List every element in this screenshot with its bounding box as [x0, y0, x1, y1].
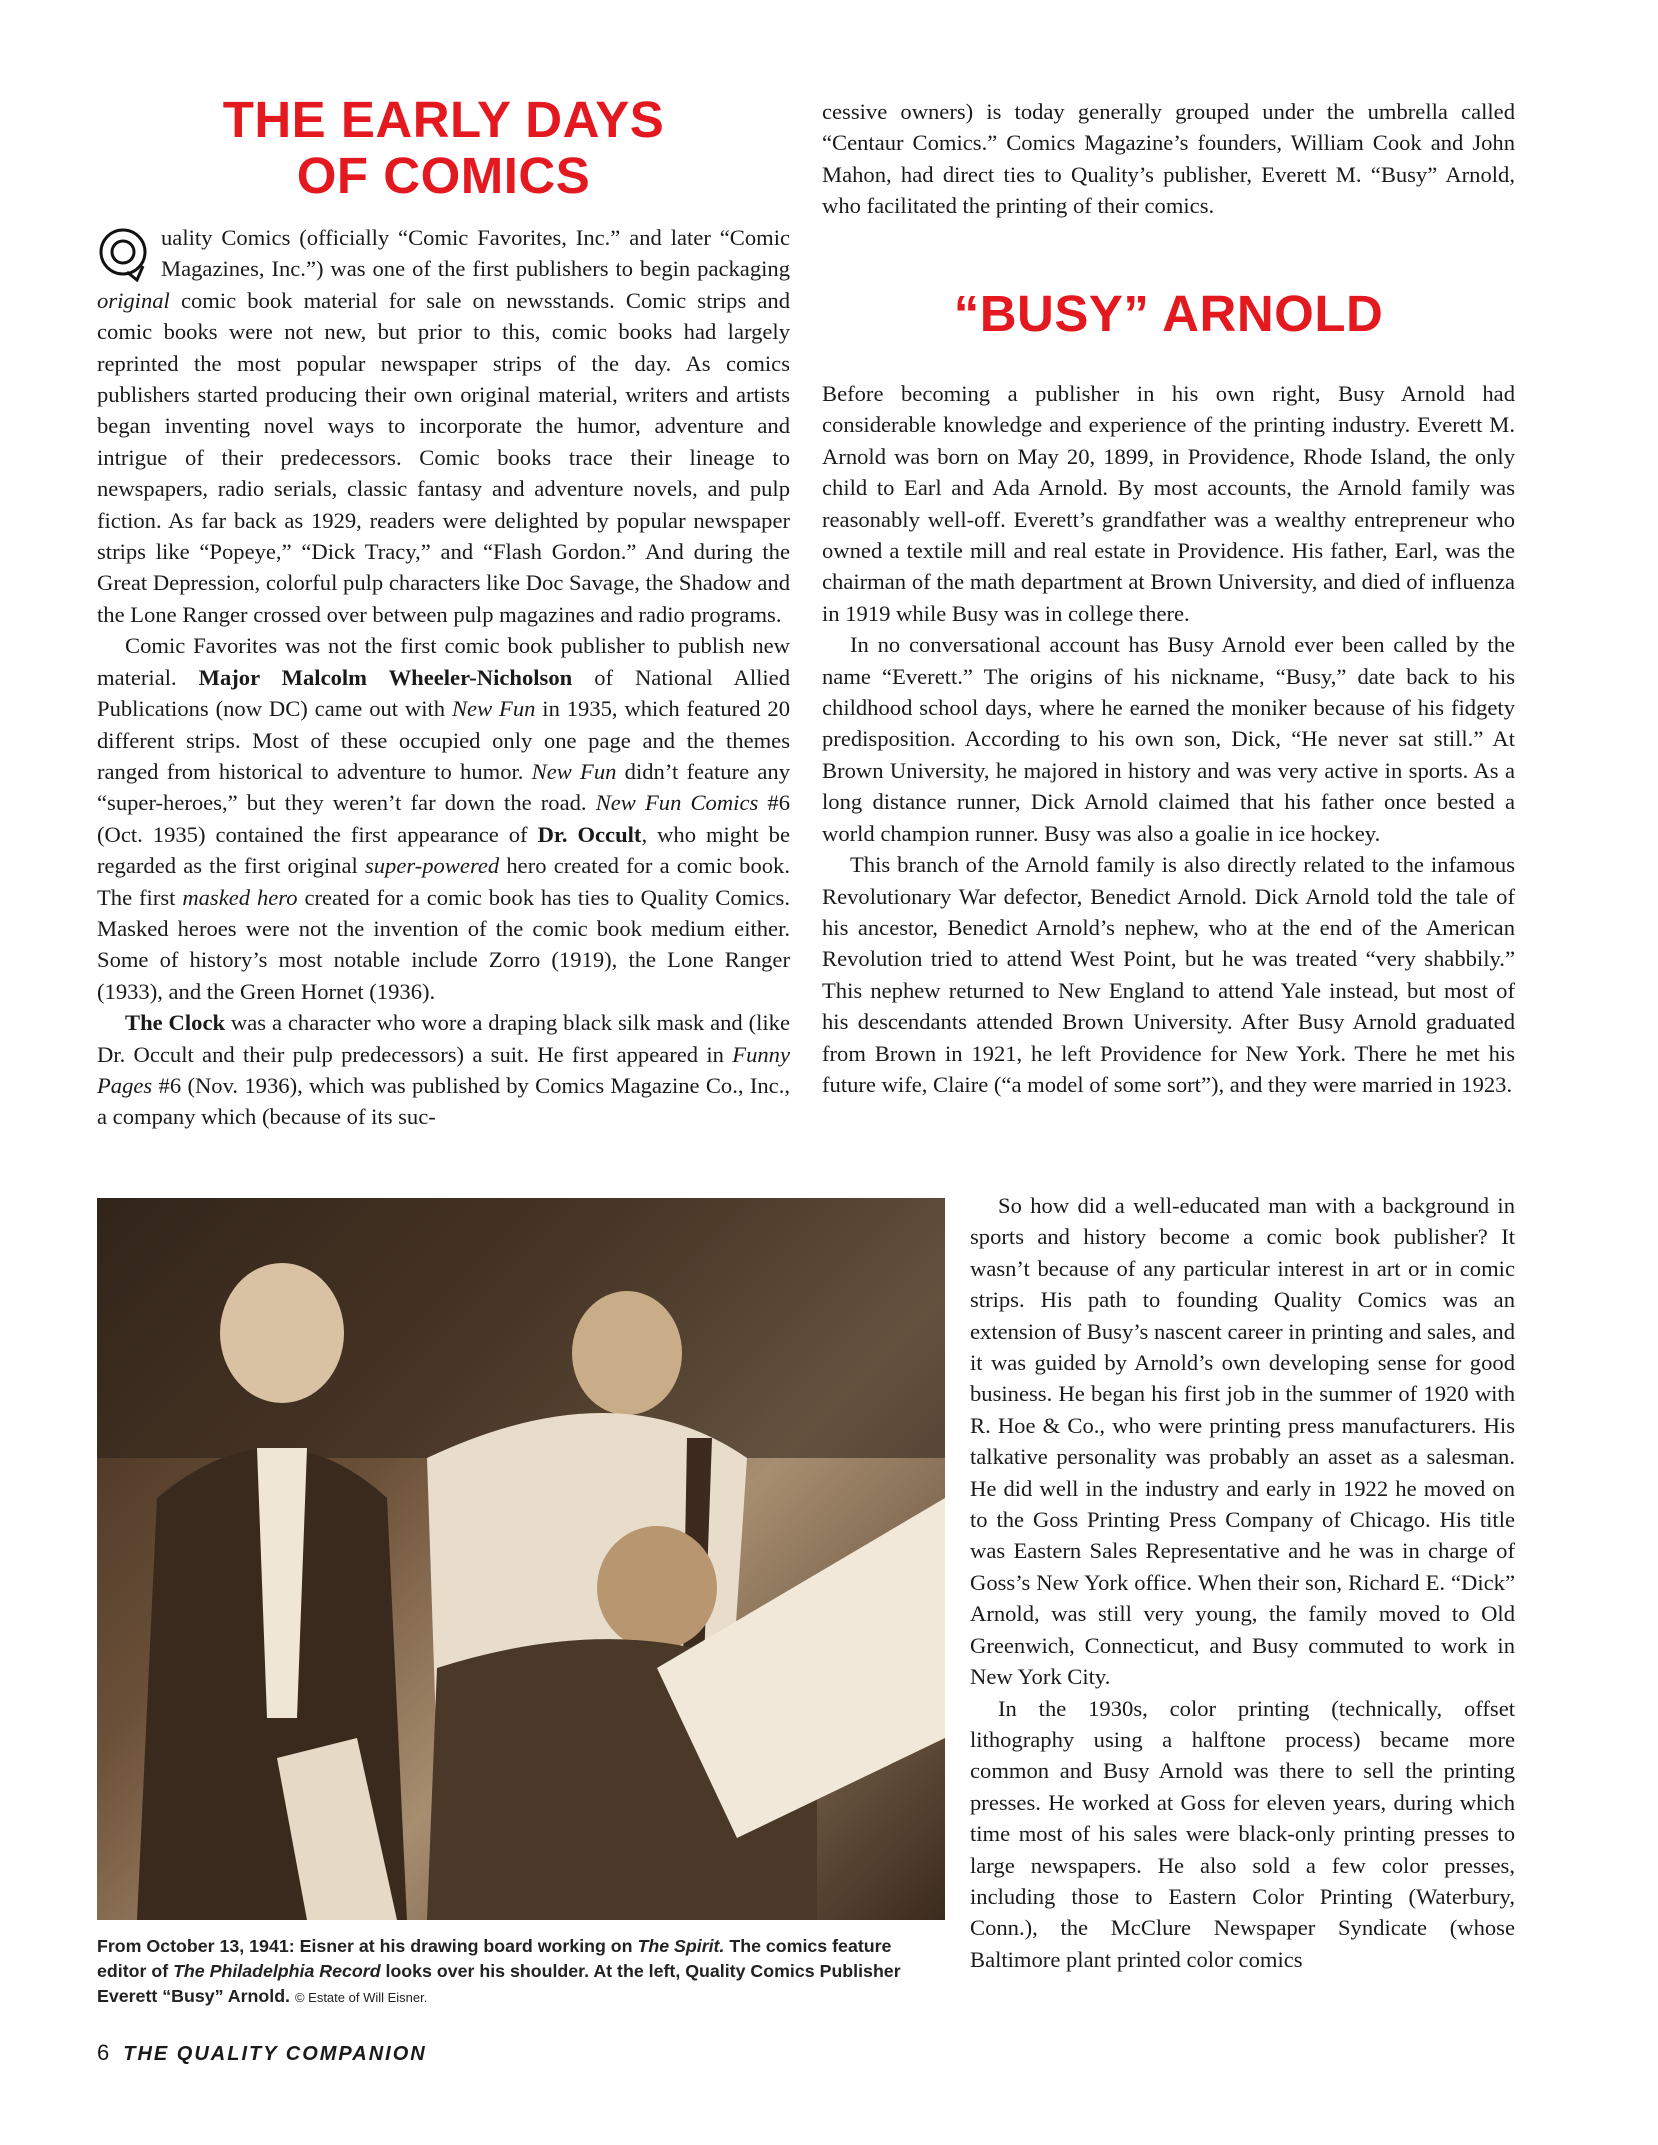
- paragraph: [970, 1190, 1515, 1693]
- paragraph: [97, 1007, 790, 1133]
- section-title-early-days: [97, 92, 790, 204]
- page-footer: [97, 2040, 427, 2066]
- text-run: The Philadelphia Record: [173, 1961, 381, 1981]
- text-run: original: [97, 287, 170, 313]
- photo-eisner-drawing-board: [97, 1198, 945, 1920]
- paragraph: [822, 378, 1515, 629]
- text-run: From October 13, 1941: Eisner at his drawing board working on: [97, 1936, 638, 1956]
- text-run: The comics feature editor of: [97, 1936, 892, 1981]
- right-column-middle-text: [822, 378, 1515, 1100]
- paragraph: [822, 849, 1515, 1100]
- photo-caption: [97, 1934, 937, 2010]
- paragraph: [970, 1693, 1515, 1976]
- text-run: © Estate of Will Eisner.: [294, 1990, 428, 2005]
- text-run: comic book material for sale on newsstands. Comic strips and comic books were not new, but prior to this, comic books had largely reprinted the most popular newspaper strips of the day. As comics publishers started producing their own original material, writers and artists began inventing novel ways to incorporate the humor, adventure and intrigue of their predecessors. Comic books trace their lineage to newspapers, radio serials, classic fantasy and adventure novels, and pulp fiction. As far back as 1929, readers were delighted by popular newspaper strips like “Popeye,” “Dick Tracy,” and “Flash Gordon.” And during the Great Depression, colorful pulp characters like Doc Savage, the Shadow and the Lone Ranger crossed over between pulp magazines and radio programs.: [97, 287, 790, 627]
- text-run: , who might be regarded as the first original: [97, 821, 790, 879]
- right-column-top-text: [822, 96, 1515, 222]
- text-run: Before becoming a publisher in his own right, Busy Arnold had considerable knowledge and experience of the printing industry. Everett M. Arnold was born on May 20, 1899, in Providence, Rhode Island, the only child to Earl and Ada Arnold. By most accounts, the Arnold family was reasonably well-off. Everett’s grandfather was a wealthy entrepreneur who owned a textile mill and real estate in Providence. His father, Earl, was the chairman of the math department at Brown University, and died of influenza in 1919 while Busy was in college there.: [822, 381, 1515, 626]
- paragraph: [822, 96, 1515, 222]
- drop-cap-q: [97, 226, 153, 282]
- text-run: New Fun Comics: [595, 790, 759, 816]
- text-run: was a character who wore a draping black silk mask and (like Dr. Occult and their pulp predecessors) a suit. He first appeared in: [97, 1010, 791, 1067]
- right-column-bottom-text: [970, 1190, 1515, 1975]
- text-run: This branch of the Arnold family is also directly related to the infamous Revolutionary War defector, Benedict Arnold. Dick Arnold told the tale of his ancestor, Benedict Arnold’s nephew, who at the end of the American Revolution tried to attend West Point, but he was treated “very shabbily.” This nephew returned to New England to attend Yale instead, but most of his descendants attended Brown University. After Busy Arnold graduated from Brown in 1921, he left Providence for New York. There he met his future wife, Claire (“a model of some sort”), and they were married in 1923.: [822, 852, 1515, 1097]
- paragraph: [97, 630, 790, 1007]
- title-line-1: THE EARLY DAYS: [222, 91, 665, 148]
- text-run: cessive owners) is today generally grouped under the umbrella called “Centaur Comics.” Comics Magazine’s founders, William Cook and John Mahon, had direct ties to Quality’s publisher, Everett M. “Busy” Arnold, who facilitated the printing of their comics.: [822, 99, 1515, 219]
- text-run: #6 (Nov. 1936), which was published by Comics Magazine Co., Inc., a company which (because of its suc-: [97, 1072, 790, 1130]
- text-run: looks over his shoulder. At the left, Quality Comics Publisher Everett “Busy” Arnold.: [97, 1961, 901, 2006]
- page-number: 6: [97, 2040, 110, 2065]
- text-run: hero created for a comic book. The first: [97, 853, 790, 910]
- text-run: So how did a well-educated man with a background in sports and history become a comic book publisher? It wasn’t because of any particular interest in art or in comic strips. His path to founding Quality Comics was an extension of Busy’s nascent career in printing and sales, and it was guided by Arnold’s own developing sense for good business. He began his first job in the summer of 1920 with R. Hoe & Co., who were printing press manufacturers. His talkative personality was probably an asset as a salesman. He did well in the industry and early in 1922 he moved on to the Goss Printing Press Company of Chicago. His title was Eastern Sales Representative and he was in charge of Goss’s New York office. When their son, Richard E. “Dick” Arnold, was still very young, the family moved to Old Greenwich, Connecticut, and Busy commuted to work in New York City.: [970, 1193, 1515, 1690]
- text-run: super-powered: [364, 853, 500, 879]
- text-run: didn’t feature any “super-heroes,” but they weren’t far down the road.: [97, 758, 790, 816]
- paragraph: [97, 225, 790, 627]
- text-run: in 1935, which featured 20 different strips. Most of these occupied only one page and the themes ranged from historical to adventure to humor.: [97, 696, 790, 784]
- paragraph: [822, 629, 1515, 849]
- text-run: uality Comics (officially “Comic Favorites, Inc.” and later “Comic Magazines, Inc.”) was one of the first publishers to begin packaging: [161, 225, 790, 282]
- text-run: #6 (Oct. 1935) contained the first appearance of: [97, 790, 790, 847]
- text-run: New Fun: [451, 696, 536, 722]
- text-run: Funny Pages: [97, 1041, 790, 1098]
- text-run: Comic Favorites was not the first comic book publisher to publish new material.: [97, 633, 790, 690]
- book-title: THE QUALITY COMPANION: [123, 2043, 427, 2065]
- text-run: In the 1930s, color printing (technically, offset lithography using a halftone process) became more common and Busy Arnold was there to sell the printing presses. He worked at Goss for eleven years, during which time most of his sales were black-only printing presses to large newspapers. He also sold a few color presses, including those to Eastern Color Printing (Waterbury, Conn.), the McClure Newspaper Syndicate (whose Baltimore plant printed color comics: [970, 1695, 1515, 1972]
- text-run: Dr. Occult: [537, 821, 642, 847]
- text-run: masked hero: [182, 884, 298, 910]
- text-run: created for a comic book has ties to Quality Comics. Masked heroes were not the invention of the comic book medium either. Some of history’s most notable include Zorro (1919), the Lone Ranger (1933), and the Green Hornet (1936).: [97, 884, 790, 1004]
- title-line-2: OF COMICS: [296, 147, 591, 204]
- text-run: In no conversational account has Busy Arnold ever been called by the name “Everett.” The origins of his nickname, “Busy,” date back to his childhood school days, where he earned the moniker because of his fidgety predisposition. According to his own son, Dick, “He never sat still.” At Brown University, he majored in history and was very active in sports. As a long distance runner, Dick Arnold claimed that his father once bested a world champion runner. Busy was also a goalie in ice hockey.: [822, 632, 1515, 846]
- text-run: New Fun: [531, 758, 617, 784]
- text-run: The Spirit.: [637, 1936, 725, 1956]
- text-run: of National Allied Publications (now DC) came out with: [97, 664, 790, 722]
- text-run: Major Malcolm Wheeler-Nicholson: [198, 664, 573, 690]
- text-run: The Clock: [125, 1010, 226, 1036]
- left-column-text: [97, 222, 790, 1133]
- section-title-busy-arnold: “BUSY” ARNOLD: [953, 285, 1384, 342]
